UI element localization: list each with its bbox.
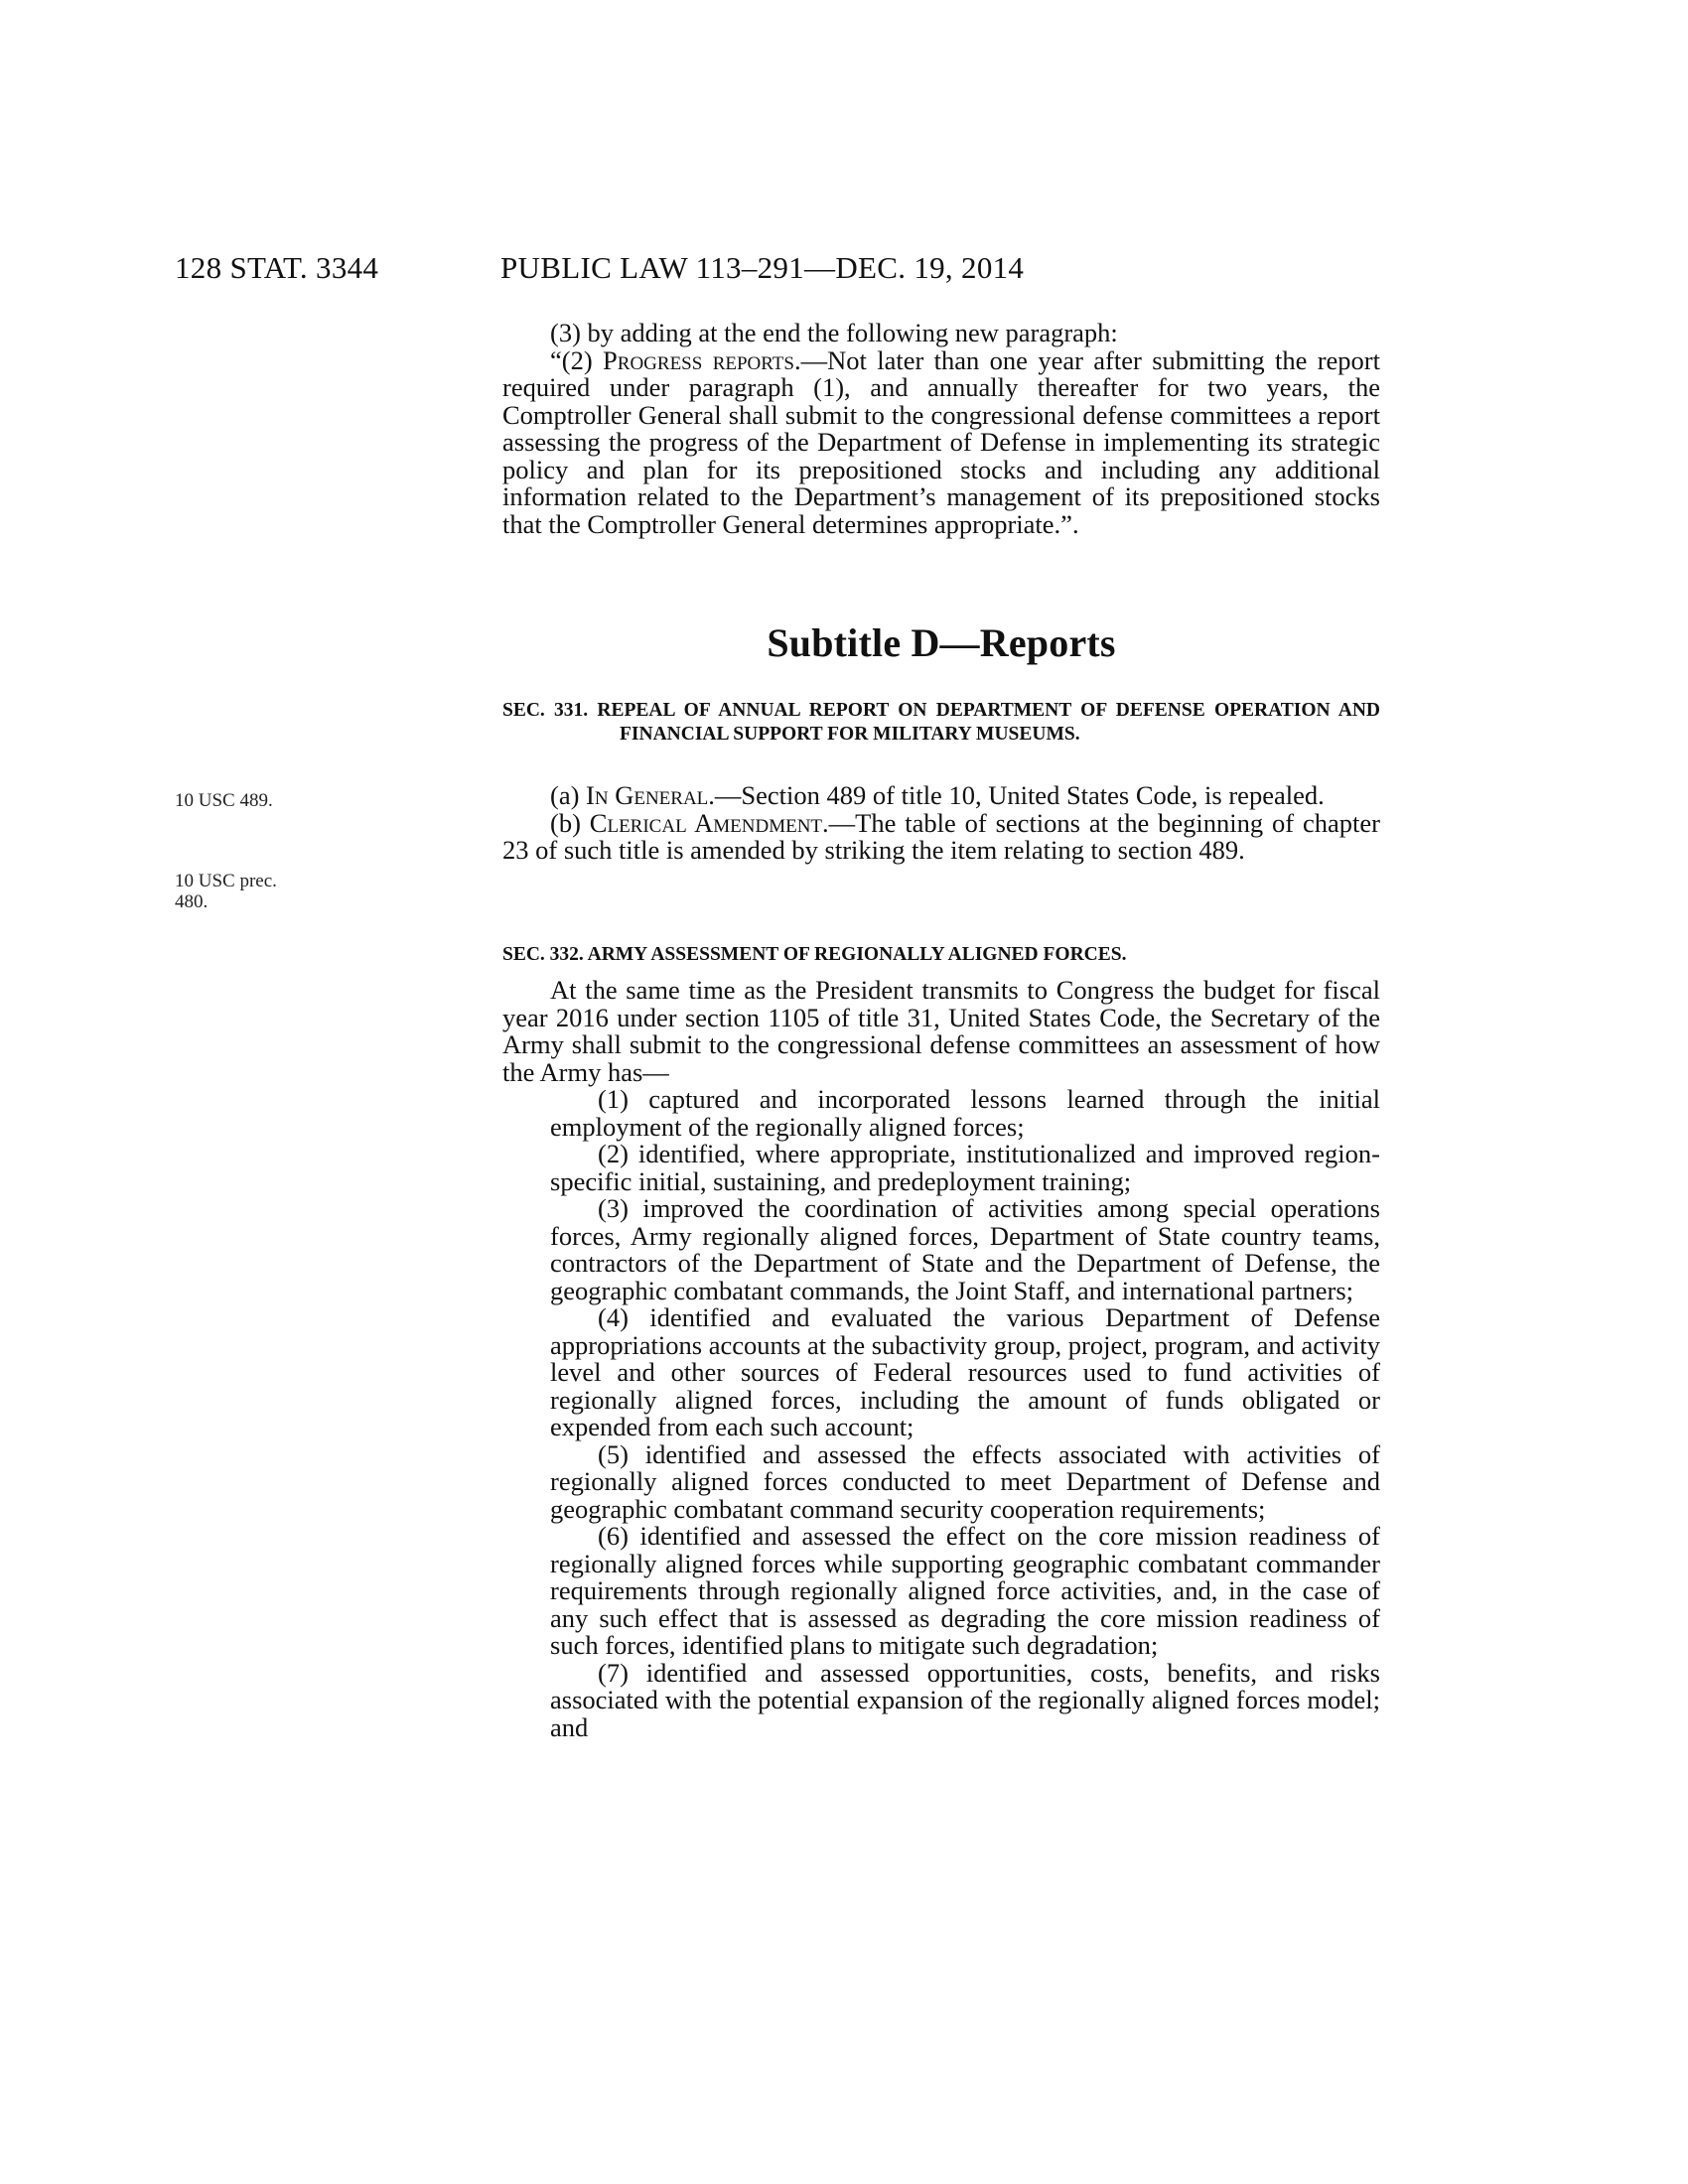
list-item: (3) improved the coordination of activities among special operations forces, Army regionally aligned forces, Department of State country teams, contractors of the Department of State and the Department of Defense, the geographic combatant commands, the Joint Staff, and international partners; — [550, 1193, 1380, 1305]
list-item: (6) identified and assessed the effect on the core mission readiness of regionally aligned forces while supporting geographic combatant commander requirements through regionally aligned force activities, and, in the case of any such effect that is assessed as degrading the core mission readiness of such forces, identified plans to mitigate such degradation; — [550, 1521, 1380, 1660]
section-332-body — [502, 977, 1380, 1741]
margin-note-usc-489: 10 USC 489. — [175, 790, 273, 811]
subsection-b: (b) Clerical Amendment.—The table of sections at the beginning of chapter 23 of such title is amended by striking the item relating to section 489. — [502, 807, 1380, 865]
list-item: (5) identified and assessed the effects associated with activities of regionally aligned forces conducted to meet Department of Defense and geographic combatant command security cooperation requirements; — [550, 1438, 1380, 1524]
list-item: (7) identified and assessed opportunities, costs, benefits, and risks associated with the potential expansion of the regionally aligned forces model; and — [550, 1657, 1380, 1742]
subsection-a: (a) In General.—Section 489 of title 10, United States Code, is repealed. — [550, 780, 1325, 810]
subsection-b-heading: Clerical Amendment — [589, 807, 823, 838]
subsection-a-heading: In General — [586, 780, 709, 810]
law-title: PUBLIC LAW 113–291—DEC. 19, 2014 — [500, 250, 1025, 285]
section-331-heading-block — [502, 699, 1380, 747]
running-head — [0, 250, 1688, 290]
section-331-heading: SEC. 331. REPEAL OF ANNUAL REPORT ON DEPARTMENT OF DEFENSE OPERATION AND FINANCIAL SUPPORT FOR MILITARY MUSEUMS. — [502, 700, 1380, 745]
amendment-intro: (3) by adding at the end the following new paragraph: — [550, 318, 1118, 347]
section-332-heading-block — [502, 943, 1380, 967]
progress-reports-paragraph: “(2) Progress reports.—Not later than one year after submitting the report required under paragraph (1), and annually thereafter for two years, the Comptroller General shall submit to the congressional defense committees a report assessing the progress of the Department of Defense in implementing its strategic policy and plan for its prepositioned stocks and including any additional information related to the Department’s management of its prepositioned stocks that the Comptroller General determines appropriate.”. — [502, 344, 1380, 539]
margin-note-usc-prec-480: 10 USC prec. 480. — [175, 871, 277, 912]
list-item: (1) captured and incorporated lessons learned through the initial employment of the regionally aligned forces; — [550, 1084, 1380, 1142]
section-332-intro: At the same time as the President transmits to Congress the budget for fiscal year 2016 under section 1105 of title 31, United States Code, the Secretary of the Army shall submit to the congressional defense committees an assessment of how the Army has— — [502, 975, 1380, 1087]
section-332-heading: SEC. 332. ARMY ASSESSMENT OF REGIONALLY ALIGNED FORCES. — [502, 944, 1127, 965]
list-item: (4) identified and evaluated the various Department of Defense appropriations accounts at the subactivity group, project, program, and activity level and other sources of Federal resources used to fund activities of regionally aligned forces, including the amount of funds obligated or expended from each such account; — [550, 1302, 1380, 1441]
section-331-body — [502, 782, 1380, 865]
stat-reference: 128 STAT. 3344 — [175, 250, 379, 285]
list-item: (2) identified, where appropriate, institutionalized and improved region-specific initial, sustaining, and predeployment training; — [550, 1139, 1380, 1196]
subtitle-heading: Subtitle D—Reports — [767, 620, 1116, 665]
progress-reports-heading: Progress reports — [603, 344, 794, 375]
amendment-block — [502, 320, 1380, 538]
